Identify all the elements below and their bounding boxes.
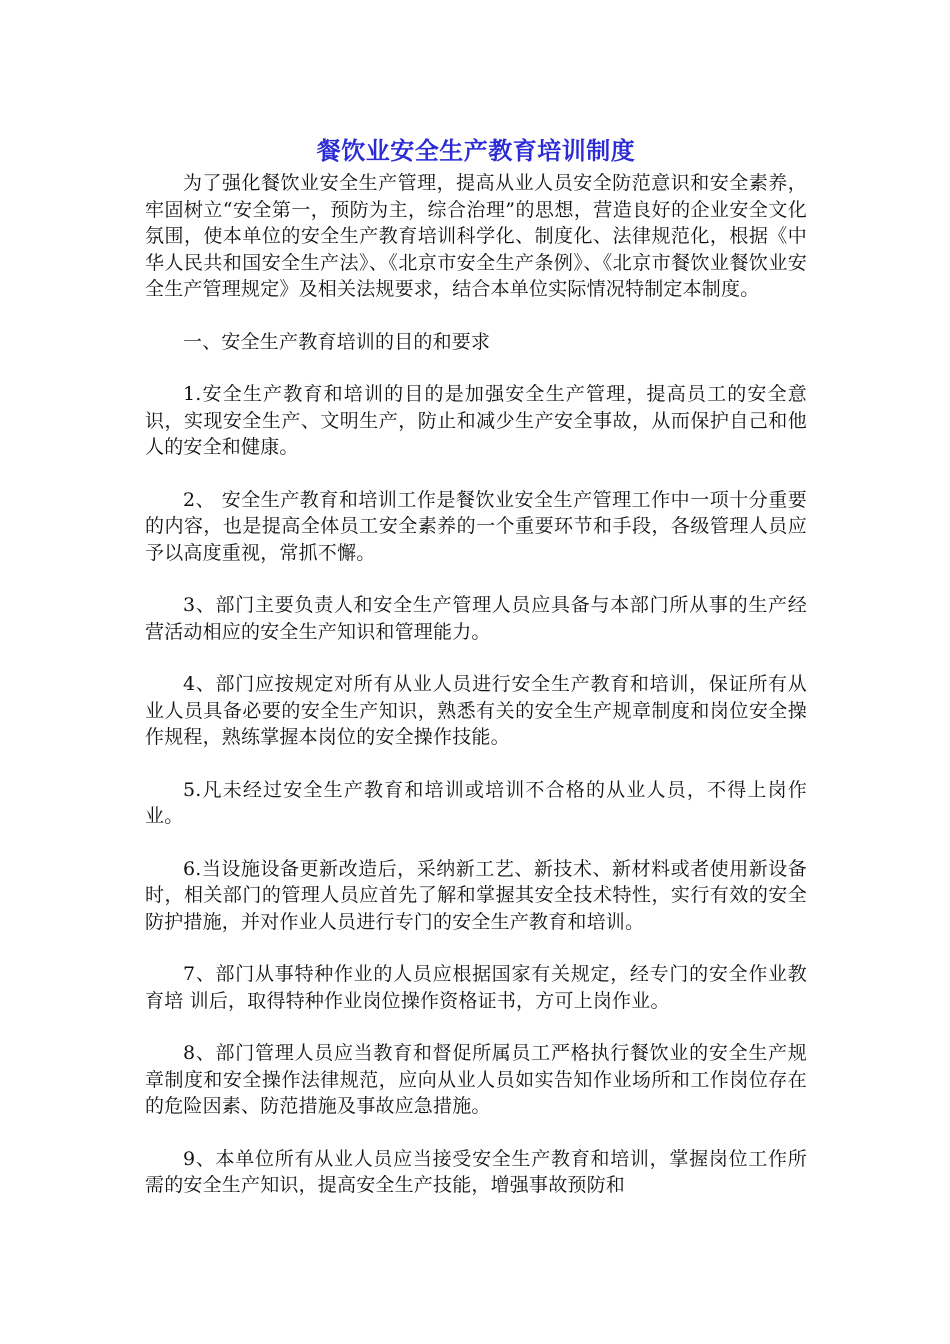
paragraph-item-4: 4、部门应按规定对所有从业人员进行安全生产教育和培训，保证所有从业人员具备必要的安全生产知识，熟悉有关的安全生产规章制度和岗位安全操作规程，熟练掌握本岗位的安全操作技能。 xyxy=(145,673,807,748)
paragraph-item-3: 3、部门主要负责人和安全生产管理人员应具备与本部门所从事的生产经营活动相应的安全生产知识和管理能力。 xyxy=(145,594,807,643)
paragraph-item-5: 5.凡未经过安全生产教育和培训或培训不合格的从业人员，不得上岗作业。 xyxy=(145,778,807,827)
section-heading: 一、安全生产教育培训的目的和要求 xyxy=(183,330,491,353)
paragraph-item-6: 6.当设施设备更新改造后，采纳新工艺、新技术、新材料或者使用新设备时，相关部门的管理人员应首先了解和掌握其安全技术特性，实行有效的安全防护措施，并对作业人员进行专门的安全生产教育和培训。 xyxy=(145,857,807,933)
paragraph-item-9: 9、本单位所有从业人员应当接受安全生产教育和培训，掌握岗位工作所需的安全生产知识，提高安全生产技能，增强事故预防和 xyxy=(145,1147,807,1196)
paragraph-item-7: 7、部门从事特种作业的人员应根据国家有关规定，经专门的安全作业教育培 训后，取得特种作业岗位操作资格证书，方可上岗作业。 xyxy=(145,963,807,1012)
paragraph-item-8: 8、部门管理人员应当教育和督促所属员工严格执行餐饮业的安全生产规章制度和安全操作法律规范，应向从业人员如实告知作业场所和工作岗位存在的危险因素、防范措施及事故应急措施。 xyxy=(145,1042,807,1117)
paragraph-item-2: 2、 安全生产教育和培训工作是餐饮业安全生产管理工作中一项十分重要的内容，也是提高全体员工安全素养的一个重要环节和手段，各级管理人员应予以高度重视，常抓不懈。 xyxy=(145,488,807,564)
paragraph-item-1: 1.安全生产教育和培训的目的是加强安全生产管理，提高员工的安全意识，实现安全生产、文明生产，防止和减少生产安全事故，从而保护自己和他人的安全和健康。 xyxy=(145,383,807,458)
document-body xyxy=(145,134,807,1199)
intro-paragraph: 为了强化餐饮业安全生产管理，提高从业人员安全防范意识和安全素养，牢固树立“安全第一，预防为主，综合治理”的思想，营造良好的企业安全文化氛围，使本单位的安全生产教育培训科学化、制度化、法律规范化，根据《中华人民共和国安全生产法》、《北京市安全生产条例》、《北京市餐饮业餐饮业安全生产管理规定》及相关法规要求，结合本单位实际情况特制定本制度。 xyxy=(145,172,807,300)
document-title: 餐饮业安全生产教育培训制度 xyxy=(316,137,636,165)
